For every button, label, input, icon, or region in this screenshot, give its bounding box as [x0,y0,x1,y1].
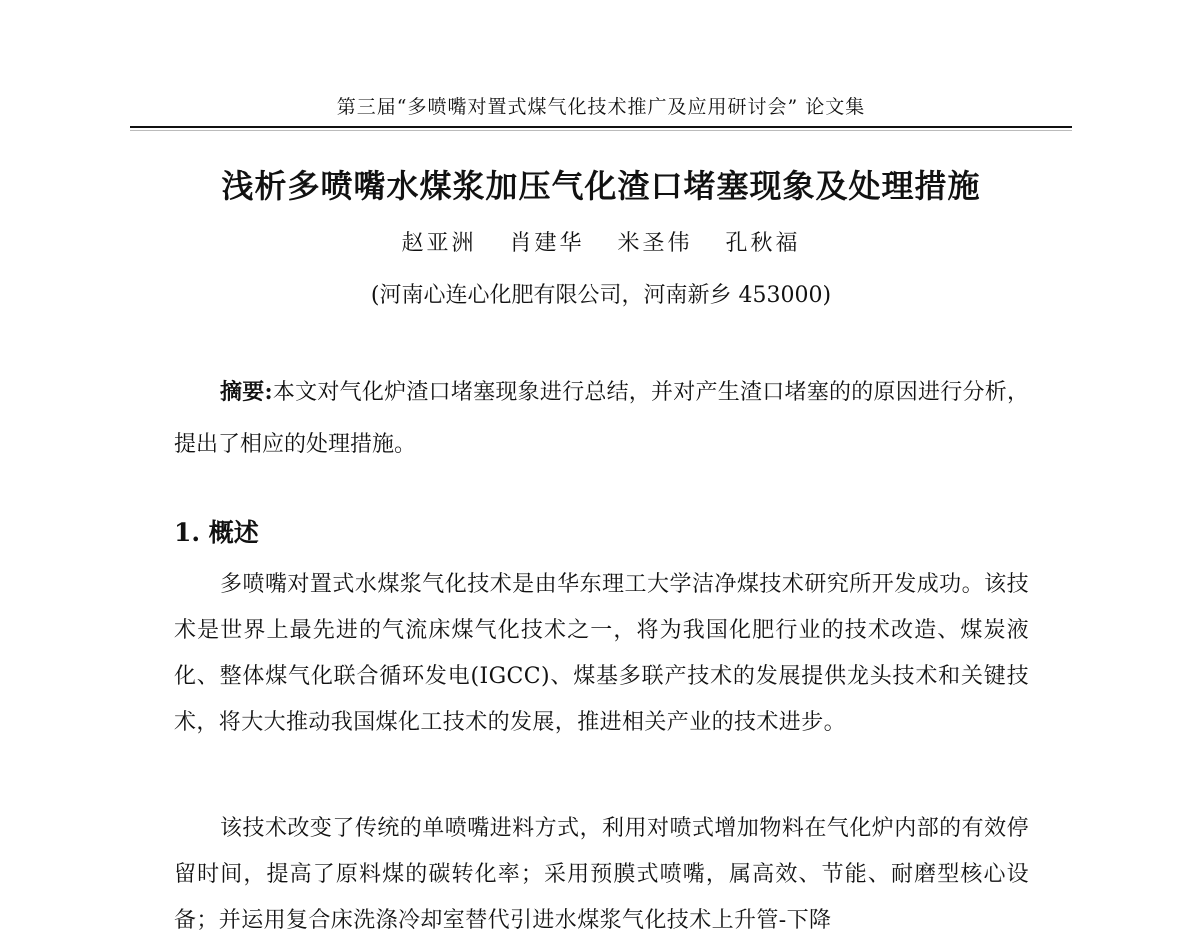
author-affiliation: (河南心连心化肥有限公司，河南新乡 453000) [370,283,832,308]
body-paragraph: 多喷嘴对置式水煤浆气化技术是由华东理工大学洁净煤技术研究所开发成功。该技术是世界上最先进的气流床煤气化技术之一，将为我国化肥行业的技术改造、煤炭液化、整体煤气化联合循环发电(IGCC)、煤基多联产技术的发展提供龙头技术和关键技术，将大大推动我国煤化工技术的发展，推进相关产业的技术进步。 [174,572,1029,735]
author-name: 米圣伟 [617,231,693,256]
paper-title: 浅析多喷嘴水煤浆加压气化渣口堵塞现象及处理措施 [221,167,981,205]
author-list [130,226,1072,262]
running-header: 第三届“多喷嘴对置式煤气化技术推广及应用研讨会” 论文集 [336,96,866,118]
author-name: 肖建华 [509,231,585,256]
abstract-text: 本文对气化炉渣口堵塞现象进行总结，并对产生渣口堵塞的的原因进行分析，提出了相应的处理措施。 [174,380,1029,457]
body-paragraph: 该技术改变了传统的单喷嘴进料方式，利用对喷式增加物料在气化炉内部的有效停留时间，提高了原料煤的碳转化率；采用预膜式喷嘴，属高效、节能、耐磨型核心设备；并运用复合床洗涤冷却室替代引进水煤浆气化技术上升管-下降 [174,816,1029,933]
header-rule-secondary [130,130,1072,131]
abstract-label: 摘要: [220,379,273,405]
author-name: 孔秋福 [725,231,801,256]
section-heading: 1. 概述 [174,518,259,547]
header-rule [130,126,1072,128]
author-name: 赵亚洲 [401,231,477,256]
abstract [174,366,1029,471]
